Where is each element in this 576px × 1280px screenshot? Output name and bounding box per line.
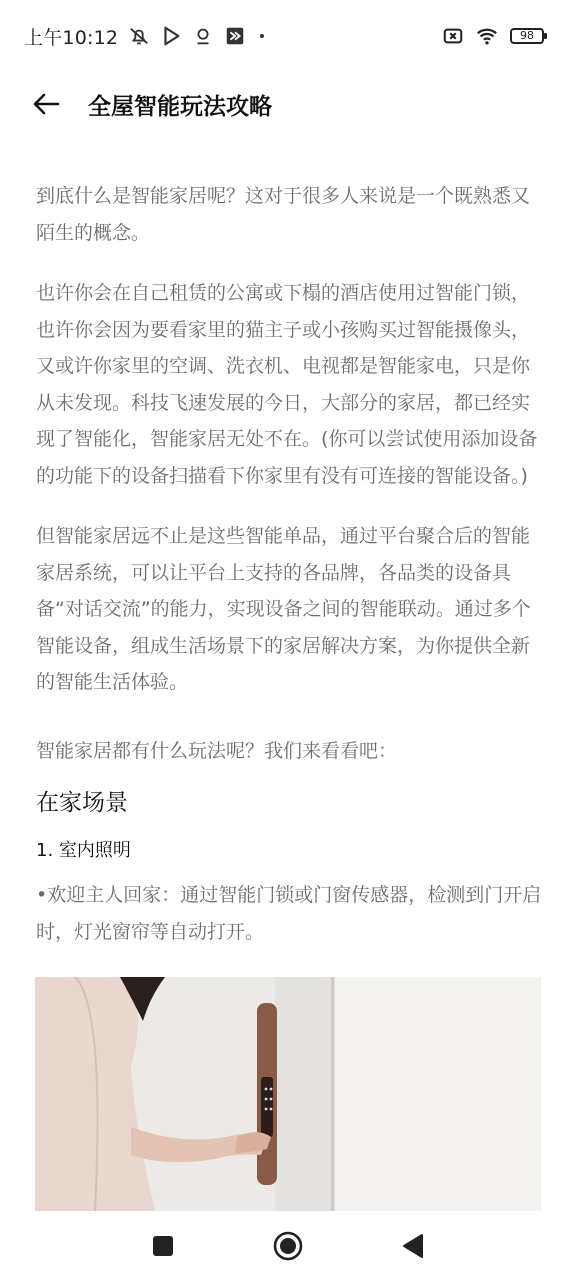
status-bar: [0, 0, 576, 72]
home-button[interactable]: [266, 1224, 310, 1268]
app-header: [0, 72, 576, 136]
recent-apps-button[interactable]: [141, 1224, 185, 1268]
section-title: 在家场景: [36, 790, 128, 816]
article-paragraph-5: •欢迎主人回家：通过智能门锁或门窗传感器，检测到门开启时，灯光窗帘等自动打开。: [36, 884, 542, 943]
back-button[interactable]: [22, 80, 70, 128]
page-title: 全屋智能玩法攻略: [88, 93, 272, 120]
article-paragraph-2: 也许你会在自己租赁的公寓或下榻的酒店使用过智能门锁，也许你会因为要看家里的猫主子或小孩购买过智能摄像头，又或许你家里的空调、洗衣机、电视都是智能家电，只是你从未发现。科技飞速发展的今日，大部分的家居，都已经实现了智能化，智能家居无处不在。(你可以尝试使用添加设备的功能下的设备扫描看下你家里有没有可连接的智能设备。): [36, 282, 538, 487]
article-image: [35, 977, 541, 1211]
article-paragraph-4: 智能家居都有什么玩法呢？我们来看看吧：: [36, 739, 398, 762]
bell-off-icon: [128, 25, 150, 47]
battery-icon: 98: [510, 28, 544, 44]
status-left: [24, 23, 264, 50]
square-icon: [152, 1235, 174, 1257]
nav-back-button[interactable]: [391, 1224, 435, 1268]
status-time: 上午10:12: [24, 26, 119, 49]
lock-icon: [192, 25, 214, 47]
article-paragraph-3: 但智能家居远不止是这些智能单品，通过平台聚合后的智能家居系统，可以让平台上支持的各品牌，各品类的设备具备“对话交流”的能力，实现设备之间的智能联动。通过多个智能设备，组成生活场景下的家居解决方案，为你提供全新的智能生活体验。: [36, 525, 531, 693]
notification-dot: [260, 34, 264, 38]
play-icon: [160, 25, 182, 47]
sub-title: 1. 室内照明: [36, 840, 131, 861]
arrow-left-icon: [32, 92, 60, 116]
triangle-back-icon: [402, 1234, 424, 1258]
app-icon: [224, 25, 246, 47]
wifi-icon: [474, 25, 500, 47]
status-right: [442, 25, 544, 47]
circle-icon: [273, 1231, 303, 1261]
article-content: [36, 178, 544, 974]
no-sim-icon: [442, 25, 464, 47]
article-paragraph-1: 到底什么是智能家居呢？这对于很多人来说是一个既熟悉又陌生的概念。: [36, 185, 531, 244]
navigation-bar: [0, 1211, 576, 1280]
